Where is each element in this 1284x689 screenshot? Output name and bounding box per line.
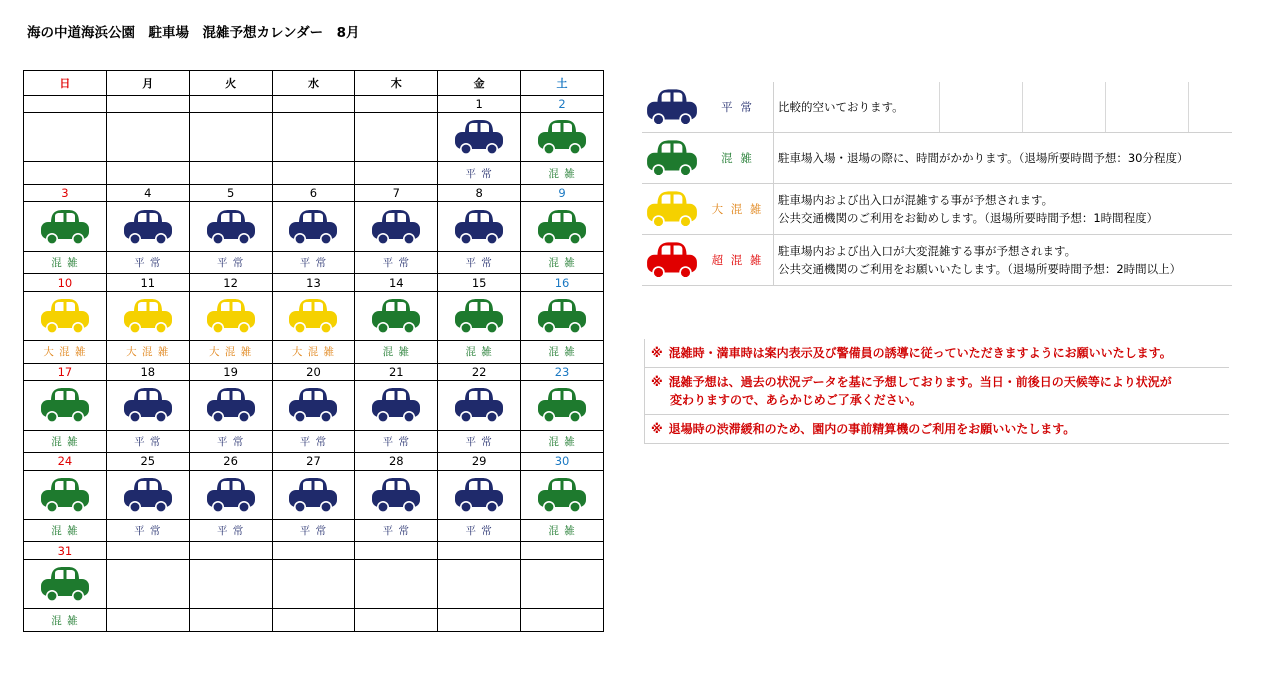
legend-level-name: 超 混 雑 — [711, 253, 764, 267]
day-number — [438, 542, 521, 559]
car-icon — [205, 385, 257, 425]
day-number: 4 — [106, 185, 189, 202]
note-item — [644, 368, 1229, 415]
weekday-header: 土 — [521, 71, 604, 96]
legend-car-cell — [642, 188, 702, 230]
day-icon-cell — [24, 559, 107, 608]
day-level-label: 平 常 — [189, 251, 272, 274]
day-level-label — [106, 162, 189, 185]
legend-level-name: 混 雑 — [721, 151, 754, 165]
car-icon — [536, 117, 588, 157]
day-icon-cell — [438, 470, 521, 519]
day-icon-cell — [355, 202, 438, 251]
legend-description-line: 比較的空いております。 — [778, 100, 904, 114]
legend-description — [773, 82, 1232, 132]
day-number — [106, 542, 189, 559]
car-icon — [645, 86, 699, 128]
day-level-label: 混 雑 — [521, 162, 604, 185]
day-number: 5 — [189, 185, 272, 202]
day-level-label: 平 常 — [106, 251, 189, 274]
car-icon — [39, 475, 91, 515]
day-level-label: 混 雑 — [521, 430, 604, 453]
day-icon-cell — [438, 381, 521, 430]
day-icon-cell — [521, 470, 604, 519]
day-icon-cell — [438, 113, 521, 162]
day-level-label: 平 常 — [438, 162, 521, 185]
car-icon — [287, 296, 339, 336]
day-level-label: 大 混 雑 — [106, 341, 189, 364]
day-icon-cell — [521, 559, 604, 608]
day-level-label — [189, 609, 272, 632]
note-text: 混雑時・満車時は案内表示及び警備員の誘導に従っていただきますようにお願いいたします。 — [668, 346, 1172, 360]
day-number — [189, 95, 272, 112]
car-icon — [536, 296, 588, 336]
day-icon-cell — [106, 202, 189, 251]
day-level-label — [189, 162, 272, 185]
note-text: 混雑予想は、過去の状況データを基に予想しております。当日・前後日の天候等により状況が — [668, 375, 1172, 389]
day-icon-cell — [355, 381, 438, 430]
day-level-label: 平 常 — [189, 430, 272, 453]
legend-level-name: 平 常 — [721, 100, 754, 114]
grid-line — [939, 82, 940, 132]
car-icon — [205, 207, 257, 247]
day-level-label: 混 雑 — [24, 519, 107, 542]
legend — [642, 82, 1232, 286]
day-number: 11 — [106, 274, 189, 291]
day-level-label — [438, 609, 521, 632]
day-level-label: 混 雑 — [521, 251, 604, 274]
day-icon-cell — [106, 470, 189, 519]
car-icon — [39, 564, 91, 604]
day-number — [355, 95, 438, 112]
legend-description-line: 公共交通機関のご利用をお願いいたします。（退場所要時間予想：2時間以上） — [778, 262, 1182, 276]
day-icon-cell — [438, 202, 521, 251]
car-icon — [122, 385, 174, 425]
day-icon-cell — [272, 113, 355, 162]
legend-row-very — [642, 184, 1232, 235]
day-level-label — [24, 162, 107, 185]
day-number: 7 — [355, 185, 438, 202]
notes — [644, 339, 1229, 444]
grid-line — [1022, 82, 1023, 132]
car-icon — [287, 475, 339, 515]
day-number: 24 — [24, 453, 107, 470]
day-level-label: 混 雑 — [24, 609, 107, 632]
day-level-label: 混 雑 — [438, 341, 521, 364]
day-icon-cell — [438, 291, 521, 340]
note-mark: ※ — [651, 375, 663, 389]
legend-level-name: 大 混 雑 — [711, 202, 764, 216]
day-number: 22 — [438, 363, 521, 380]
day-number: 9 — [521, 185, 604, 202]
day-number — [355, 542, 438, 559]
day-number: 29 — [438, 453, 521, 470]
day-level-label: 平 常 — [272, 251, 355, 274]
day-number: 6 — [272, 185, 355, 202]
day-level-label: 平 常 — [438, 430, 521, 453]
day-level-label: 混 雑 — [521, 341, 604, 364]
day-number: 30 — [521, 453, 604, 470]
grid-line — [1105, 82, 1106, 132]
note-mark: ※ — [651, 422, 663, 436]
legend-car-cell — [642, 86, 702, 128]
day-number: 18 — [106, 363, 189, 380]
day-level-label — [521, 609, 604, 632]
day-level-label — [272, 609, 355, 632]
day-level-label: 大 混 雑 — [272, 341, 355, 364]
day-level-label: 混 雑 — [521, 519, 604, 542]
day-icon-cell — [24, 470, 107, 519]
day-level-label: 混 雑 — [355, 341, 438, 364]
car-icon — [287, 385, 339, 425]
note-text: 退場時の渋滞緩和のため、園内の事前精算機のご利用をお願いいたします。 — [668, 422, 1076, 436]
day-level-label: 平 常 — [438, 519, 521, 542]
weekday-header: 木 — [355, 71, 438, 96]
day-number — [24, 95, 107, 112]
day-icon-cell — [24, 202, 107, 251]
day-level-label: 平 常 — [272, 430, 355, 453]
weekday-header: 水 — [272, 71, 355, 96]
day-level-label: 混 雑 — [24, 251, 107, 274]
day-number: 14 — [355, 274, 438, 291]
day-number: 28 — [355, 453, 438, 470]
day-level-label: 平 常 — [355, 430, 438, 453]
day-icon-cell — [272, 202, 355, 251]
day-icon-cell — [189, 559, 272, 608]
day-number: 16 — [521, 274, 604, 291]
day-icon-cell — [24, 113, 107, 162]
day-number — [521, 542, 604, 559]
car-icon — [122, 475, 174, 515]
day-number: 1 — [438, 95, 521, 112]
legend-description-line: 駐車場入場・退場の際に、時間がかかります。（退場所要時間予想：30分程度） — [778, 151, 1189, 165]
day-level-label: 平 常 — [189, 519, 272, 542]
day-number: 21 — [355, 363, 438, 380]
day-level-label: 大 混 雑 — [189, 341, 272, 364]
day-icon-cell — [106, 113, 189, 162]
calendar-table — [23, 70, 604, 632]
weekday-header: 金 — [438, 71, 521, 96]
day-icon-cell — [24, 291, 107, 340]
note-mark: ※ — [651, 346, 663, 360]
car-icon — [453, 207, 505, 247]
day-number: 15 — [438, 274, 521, 291]
day-level-label: 平 常 — [355, 519, 438, 542]
car-icon — [453, 475, 505, 515]
day-icon-cell — [355, 470, 438, 519]
car-icon — [370, 207, 422, 247]
day-icon-cell — [106, 559, 189, 608]
legend-description — [773, 184, 1232, 234]
car-icon — [645, 239, 699, 281]
car-icon — [536, 385, 588, 425]
day-number: 2 — [521, 95, 604, 112]
day-icon-cell — [521, 202, 604, 251]
car-icon — [536, 207, 588, 247]
day-icon-cell — [272, 470, 355, 519]
day-icon-cell — [24, 381, 107, 430]
day-icon-cell — [355, 291, 438, 340]
car-icon — [370, 296, 422, 336]
day-level-label: 平 常 — [438, 251, 521, 274]
day-level-label — [355, 609, 438, 632]
day-level-label: 大 混 雑 — [24, 341, 107, 364]
day-number: 12 — [189, 274, 272, 291]
day-icon-cell — [521, 291, 604, 340]
weekday-header: 日 — [24, 71, 107, 96]
weekday-header: 月 — [106, 71, 189, 96]
day-icon-cell — [272, 381, 355, 430]
car-icon — [453, 385, 505, 425]
car-icon — [645, 188, 699, 230]
day-number: 20 — [272, 363, 355, 380]
weekday-header: 火 — [189, 71, 272, 96]
day-icon-cell — [521, 381, 604, 430]
car-icon — [536, 475, 588, 515]
car-icon — [370, 385, 422, 425]
day-number — [106, 95, 189, 112]
legend-description — [773, 133, 1232, 183]
day-number: 13 — [272, 274, 355, 291]
day-number: 3 — [24, 185, 107, 202]
day-icon-cell — [521, 113, 604, 162]
day-level-label: 平 常 — [355, 251, 438, 274]
car-icon — [287, 207, 339, 247]
page-title: 海の中道海浜公園 駐車場 混雑予想カレンダー 8月 — [27, 25, 360, 41]
day-icon-cell — [106, 381, 189, 430]
car-icon — [453, 296, 505, 336]
day-icon-cell — [189, 381, 272, 430]
day-level-label — [272, 162, 355, 185]
car-icon — [122, 296, 174, 336]
day-level-label — [355, 162, 438, 185]
legend-row-extreme — [642, 235, 1232, 286]
note-item — [644, 415, 1229, 444]
day-number — [272, 542, 355, 559]
legend-car-cell — [642, 137, 702, 179]
day-icon-cell — [272, 291, 355, 340]
day-icon-cell — [189, 470, 272, 519]
day-number: 19 — [189, 363, 272, 380]
legend-row-busy — [642, 133, 1232, 184]
day-number: 10 — [24, 274, 107, 291]
day-icon-cell — [355, 559, 438, 608]
legend-description-line: 駐車場内および出入口が大変混雑する事が予想されます。 — [778, 244, 1077, 258]
car-icon — [205, 296, 257, 336]
day-number: 31 — [24, 542, 107, 559]
day-icon-cell — [189, 291, 272, 340]
day-number — [189, 542, 272, 559]
legend-description — [773, 235, 1232, 285]
car-icon — [39, 385, 91, 425]
day-icon-cell — [438, 559, 521, 608]
car-icon — [39, 207, 91, 247]
note-text: 変わりますので、あらかじめご了承ください。 — [670, 393, 922, 407]
car-icon — [122, 207, 174, 247]
legend-description-line: 駐車場内および出入口が混雑する事が予想されます。 — [778, 193, 1054, 207]
car-icon — [39, 296, 91, 336]
legend-car-cell — [642, 239, 702, 281]
day-level-label: 平 常 — [272, 519, 355, 542]
note-item — [644, 339, 1229, 368]
day-icon-cell — [272, 559, 355, 608]
day-icon-cell — [189, 113, 272, 162]
day-number: 17 — [24, 363, 107, 380]
legend-row-normal — [642, 82, 1232, 133]
day-number: 25 — [106, 453, 189, 470]
day-icon-cell — [189, 202, 272, 251]
day-number — [272, 95, 355, 112]
day-number: 8 — [438, 185, 521, 202]
car-icon — [645, 137, 699, 179]
car-icon — [370, 475, 422, 515]
day-level-label: 平 常 — [106, 430, 189, 453]
car-icon — [205, 475, 257, 515]
day-level-label — [106, 609, 189, 632]
day-level-label: 平 常 — [106, 519, 189, 542]
day-icon-cell — [355, 113, 438, 162]
day-number: 26 — [189, 453, 272, 470]
day-icon-cell — [106, 291, 189, 340]
legend-description-line: 公共交通機関のご利用をお勧めします。（退場所要時間予想：1時間程度） — [778, 211, 1159, 225]
day-number: 27 — [272, 453, 355, 470]
day-number: 23 — [521, 363, 604, 380]
car-icon — [453, 117, 505, 157]
day-level-label: 混 雑 — [24, 430, 107, 453]
grid-line — [1188, 82, 1189, 132]
